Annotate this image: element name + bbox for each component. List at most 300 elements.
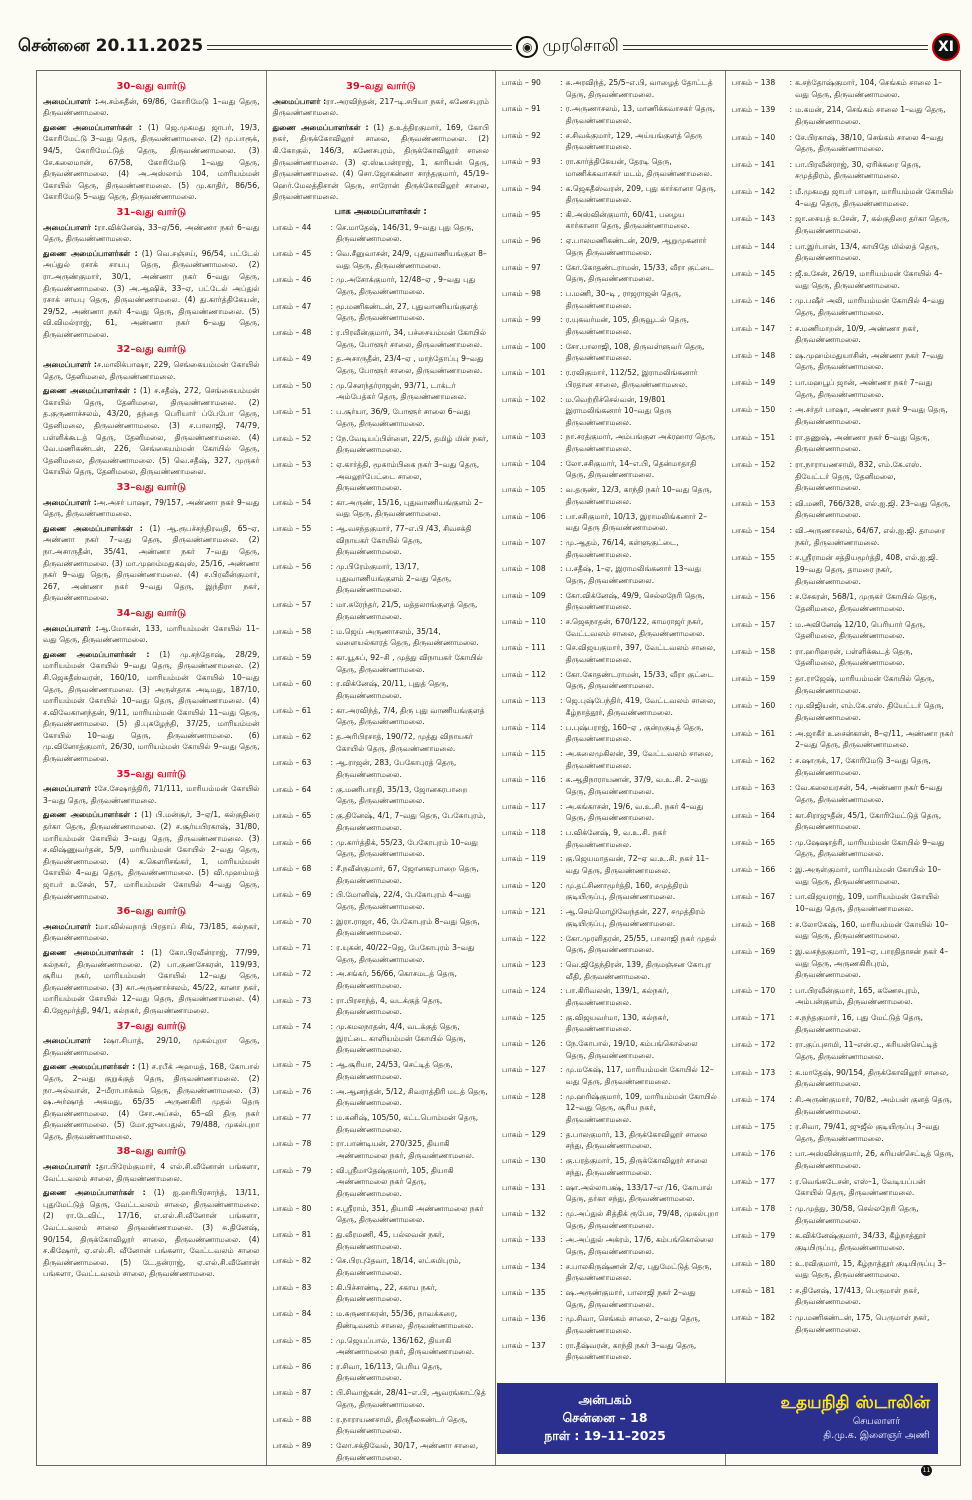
ward-amaippalar	[43, 497, 260, 520]
bagam-number: பாகம் – 49	[272, 354, 312, 364]
value: (1) ஐ.ஹரிபிரசாந்த், 13/11, புதுமேட்டுத் தெரு, வேட்டவலம் சாலை, திருவண்ணாமலை. (2) ரா.டேவிட், 17/16, எ.எல்.சி.வீனோன் பங்களா, வேட்டவலம் சாலை திருவண்ணாமலை. (3) சு.தினேஷ், 90/154, திருக்கோவிலூர் சாலை, திருவண்ணாமலை. (4) ச.கிஷோர், ஏ.எல்.சி. வீனோன் பங்களா, வேட்டவலம் சாலை திருவண்ணாமலை. (5) டே.தன்ராஜ், ஏ.எல்.சி.வீனோன் பங்களா, வேட்டவலம் சாலை, திருவண்ணாமலை.	[43, 1188, 260, 1279]
bagam-person: ஆ.வசந்தகுமார், 77–எ.பி /43, சிவசக்தி விநாயகர் கோயில் தெரு, திருவண்ணாமலை.	[336, 524, 472, 557]
bagam-entry	[273, 1021, 490, 1056]
bagam-number: பாகம் – 151	[731, 432, 776, 442]
separator: :	[789, 526, 793, 536]
separator: :	[330, 1388, 334, 1398]
bagam-entry	[502, 288, 719, 311]
bagam-number: பாகம் – 147	[731, 323, 776, 333]
bagam-entry	[273, 1229, 490, 1252]
bagam-number: பாகம் – 159	[731, 674, 776, 684]
bagam-entry	[732, 591, 954, 614]
bagam-entry	[273, 889, 490, 912]
bagam-number: பாகம் – 181	[731, 1285, 776, 1295]
separator: :	[789, 1040, 793, 1050]
bagam-number: பாகம் – 76	[272, 1086, 312, 1096]
bagam-entry	[502, 748, 719, 771]
separator: :	[330, 275, 334, 285]
ward-heading: 32–வது வார்டு	[116, 344, 187, 356]
bagam-entry	[732, 1285, 954, 1308]
bagam-entry	[732, 377, 954, 400]
label: அமைப்பாளர் :	[43, 360, 97, 370]
ward-section	[43, 906, 260, 1016]
bagam-entry	[502, 1038, 719, 1061]
bagam-person: ரா.ஹரிஹரன், பள்ளிக்கூடத் தெரு, தேனிமலை, திருவண்ணாமலை.	[795, 646, 913, 668]
bagam-number: பாகம் – 71	[272, 943, 312, 953]
ward-amaippalar	[43, 1035, 260, 1058]
value: அ.அசர் பாஷா, 79/157, அண்ணா நகர் 9–வது தெரு, திருவண்ணாமலை.	[43, 497, 260, 519]
separator: :	[560, 262, 563, 272]
separator: :	[560, 590, 563, 600]
bagam-number: பாகம் – 54	[272, 497, 312, 507]
separator: :	[560, 1314, 563, 1324]
bagam-number: பாகம் – 55	[272, 524, 312, 534]
bagam-person: கு.விஜயவர்மா, 130, கல்நகர், திருவண்ணாமலை.	[565, 1012, 669, 1034]
separator: :	[789, 187, 793, 197]
separator: :	[330, 626, 334, 636]
separator: :	[330, 1086, 334, 1096]
bagam-number: பாகம் – 113	[502, 696, 546, 706]
value: (1) மு.சந்தோஷ், 28/29, மாரியம்மன் கோயில் 9–வது தெரு, திருவண்ணாமலை. (2) சி.ஜெகதீஸ்வரன், 160/10, மாரியம்மன் கோயில் 10–வது தெரு, திருவண்ணாமலை. (3) அருள்தாக அடிமது, 187/10, மாரியம்மன் கோயில் 10–வது தெரு, திருவண்ணாமலை. (4) ச.விவேகானந்தன், 9/11, மாரியம்மன் கோயில் 11–வது தெரு, திருவண்ணாமலை. (5) தி.புகழேந்தி, 37/25, மாரியம்மன் கோயில் 10–வது தெரு, திருவண்ணாமலை. (6) மு.வினோத்குமார், 26/30, மாரியம்மன் கோயில் 9–வது தெரு, திருவண்ணாமலை.	[43, 649, 260, 764]
separator: :	[560, 537, 563, 547]
bagam-entry	[732, 1039, 954, 1062]
ward-thunai	[43, 1187, 260, 1280]
bagam-number: பாகம் – 179	[731, 1231, 776, 1241]
bagam-person: ரா.குப்புசாமி, 11–என்.ஏ., சுரியன்செட்டித் தெரு, திருவண்ணாமலை.	[795, 1040, 938, 1061]
bagam-entry	[732, 673, 954, 696]
label: துணை அமைப்பாளர்கள் :	[43, 248, 138, 258]
bagam-person: லோ.சசிகுமார், 14–எ.பி, தென்மாதாதி தெரு, திருவண்ணாமலை.	[565, 458, 697, 480]
bagam-entry	[273, 1165, 490, 1200]
bagam-entry	[732, 432, 954, 455]
separator: :	[560, 458, 563, 468]
bagam-person: தா.ராஜேஷ், மாரியம்மன் கோயில் தெரு, திருவண்ணாமலை.	[795, 674, 935, 695]
bagam-entry	[732, 1067, 954, 1090]
bagam-number: பாகம் – 131	[502, 1182, 546, 1192]
bagam-number: பாகம் – 61	[272, 705, 312, 715]
separator: :	[560, 78, 563, 87]
bagam-person: அ.அப்துல் அக்ரம், 17/6, கம்பங்கொல்லை தெரு, திருவண்ணாமலை.	[565, 1235, 714, 1256]
bagam-person: கி.பிச்சாண்டி, 22, சகாய நகர், திருவண்ணாமலை.	[336, 1282, 438, 1304]
bagam-number: பாகம் – 82	[272, 1256, 312, 1266]
bagam-number: பாகம் – 109	[502, 590, 546, 600]
label: அமைப்பாளர் :	[43, 784, 98, 794]
bagam-person: ச.சேகரன், 568/1, முருகர் கோயில் தெரு, தேனிமலை, திருவண்ணாமலை.	[795, 592, 937, 613]
bagam-number: பாகம் – 106	[502, 511, 546, 521]
bagam-number: பாகம் – 126	[502, 1039, 546, 1049]
separator: :	[789, 1067, 793, 1077]
bagam-entry	[732, 1176, 954, 1199]
bagam-number: பாகம் – 176	[731, 1149, 776, 1159]
bagam-entry	[273, 353, 490, 376]
bagam-entry	[502, 985, 719, 1008]
separator: :	[330, 1139, 334, 1149]
notice-place: அன்பகம்	[578, 1392, 632, 1407]
bagam-person: ஷ.முஹம்மதுயாசின், அண்ணா நகர் 7–வது தெரு, திருவண்ணாமலை.	[795, 350, 944, 372]
bagam-entry	[732, 985, 954, 1008]
bagam-number: பாகம் – 78	[272, 1139, 312, 1149]
bagam-number: பாகம் – 157	[731, 619, 776, 629]
ward-thunai	[43, 1061, 260, 1142]
bagam-person: வெ.ஜிதேந்திரன், 139, திருமஞ்சன கோபுர வீதி, திருவண்ணாமலை.	[565, 959, 712, 981]
separator: :	[330, 1022, 334, 1032]
separator: :	[560, 828, 563, 838]
bagam-person: ப.விக்னேஷ், 9, வ.உ.சி. நகர் திருவண்ணாமலை.	[565, 828, 667, 849]
ward-amaippalar	[43, 1161, 260, 1184]
bagam-person: நே.கோபால், 19/10, கம்பங்கொல்லை தெரு, திருவண்ணாமலை.	[565, 1039, 698, 1060]
bagam-entry	[273, 1361, 490, 1384]
bagam-entry	[273, 327, 490, 350]
bagam-entry	[273, 1086, 490, 1109]
bagam-entry	[273, 1059, 490, 1082]
bagam-number: பாகம் – 118	[502, 828, 546, 838]
bagam-entry	[502, 959, 719, 982]
bagam-person: கோ.கோதண்டராமன், 15/33, வீரா குட்டை தெரு, திருவண்ணாமலை.	[565, 262, 714, 284]
bagam-number: பாகம் – 95	[502, 209, 541, 219]
bagam-person: ச.சிவக்குமார், 129, அய்யங்குளத் தெரு திருவண்ணாமலை.	[565, 130, 703, 152]
bagam-number: பாகம் – 80	[272, 1203, 312, 1213]
bagam-number: பாகம் – 143	[731, 214, 776, 224]
bagam-number: பாகம் – 75	[272, 1060, 312, 1070]
value: அ.சம்சுதீன், 69/86, கோரிமேடு 1–வது தெரு, திருவண்ணாமலை.	[43, 96, 260, 118]
bagam-entry	[273, 810, 490, 833]
ward-heading: 38–வது வார்டு	[116, 1146, 187, 1158]
separator: :	[330, 890, 334, 900]
bagam-person: ரா.பாண்டியன், 270/325, தியாகி அண்ணாமலை நகர், திருவண்ணாமலை.	[336, 1139, 475, 1160]
separator: :	[789, 350, 793, 360]
separator: :	[560, 1156, 563, 1166]
bagam-person: ர.சிவா, 16/113, பெரிய தெரு, திருவண்ணாமலை.	[336, 1361, 443, 1383]
separator: :	[789, 132, 793, 142]
bagam-entry	[732, 646, 954, 669]
bagam-number: பாகம் – 140	[731, 132, 776, 142]
separator: :	[560, 564, 563, 574]
label: அமைப்பாளர் :	[43, 96, 98, 106]
bagam-person: வி.ஸ்ரீமாதேஷ்குமார், 105, தியாகி அண்ணாமலை நகர் தெரு, திருவண்ணாமலை.	[336, 1165, 454, 1198]
bagam-number: பாகம் – 53	[272, 459, 312, 469]
separator: :	[789, 1013, 793, 1023]
separator: :	[560, 1012, 563, 1022]
bagam-number: பாகம் – 172	[731, 1040, 776, 1050]
bagam-person: கா.அரவிந்த், 7/4, திரு புது வாணியங்குளத் தெரு, திருவண்ணாமலை.	[336, 705, 485, 727]
bagam-entry	[732, 810, 954, 833]
separator: :	[330, 354, 334, 364]
bagam-entry	[273, 1308, 490, 1331]
paper-name: முரசொலி	[542, 36, 619, 56]
bagam-person: அ.கலைமுகிலன், 39, வேட்டவலம் சாலை, திருவண்ணாமலை.	[565, 748, 714, 770]
bagam-person: ரா.நாராயணசாமி, 832, எம்.கே.எஸ். தியேட்டர் தெரு, தேனிமலை, திருவண்ணாமலை.	[795, 459, 922, 493]
ward-heading: 36–வது வார்டு	[116, 906, 187, 918]
bagam-entry	[732, 1258, 954, 1281]
separator: :	[560, 1065, 563, 1075]
value: ஷா.சிபாத், 29/10, முகல்புறா தெரு, திருவண்ணாமலை.	[43, 1036, 260, 1057]
bagam-number: பாகம் – 117	[502, 801, 546, 811]
bagam-person: ச.நந்தகுமார், 16, புது மேட்டுத் தெரு, திருவண்ணாமலை.	[795, 1013, 924, 1034]
separator: :	[330, 1112, 334, 1122]
bagam-entry	[502, 156, 719, 179]
bagam-person: உ.ரவிகுமார், 15, கீழ்நாத்தூர் குடியிருப்பு 3–வது தெரு, திருவண்ணாமலை.	[795, 1258, 947, 1280]
value: (1) ச.சதீஷ், 272, செங்கையம்மன் கோயில் தெரு, தேனிமலை, திருவண்ணாமலை. (2) த.குருணாச்சலம், 43/20, தந்தை பெரியார் ப்பேபோ தெரு, தேனிமலை, திருவண்ணாமலை. (3) ச.பாலாஜி, 74/79, பள்ளிக்கூடத் தெரு, தேனிமலை, திருவண்ணாமலை. (4) வே.மணிகண்டன், 226, செங்கையம்மன் கோயில் தெரு, தேனிமலை, திருவண்ணாமலை. (5) வெ.சதீஷ், 327, முருகர் கோயில் தெரு, தேனிமலை, திருவண்ணாமலை.	[43, 386, 260, 477]
bagam-entry	[273, 1255, 490, 1278]
separator: :	[789, 1258, 793, 1268]
ward-heading: 35–வது வார்டு	[116, 768, 187, 780]
bagam-entry	[502, 933, 719, 956]
separator: :	[789, 810, 793, 820]
bagam-entry	[502, 616, 719, 639]
bagam-person: இ.வசந்தகுமார், 191–ஏ, பாரதிதாசன் நகர் 4–வது தெரு, அருணகிரிபுரம், திருவண்ணாமலை.	[795, 946, 949, 980]
bagam-entry	[502, 511, 719, 534]
murasoli-logo-icon: ◉	[516, 36, 538, 58]
bagam-number: பாகம் – 91	[502, 104, 541, 114]
separator: :	[330, 1203, 334, 1213]
bagam-person: ம.வெற்றிச்செல்வன், 19/801 இராமலிங்கனார் 10–வது தெரு திருவண்ணாமலை.	[565, 394, 672, 427]
bagam-entry	[502, 183, 719, 206]
bagam-entry	[502, 130, 719, 153]
bagam-number: பாகம் – 50	[272, 380, 312, 390]
bagam-person: க.ஜெகதீஸ்வரன், 209, புது கார்கானா தெரு, திருவண்ணாமலை.	[565, 183, 717, 205]
bagam-entry	[273, 433, 490, 456]
bagam-number: பாகம் – 163	[731, 783, 776, 793]
bagam-number: பாகம் – 84	[272, 1309, 312, 1319]
bagam-number: பாகம் – 128	[502, 1091, 546, 1101]
separator: :	[789, 592, 793, 602]
bagam-entry	[732, 132, 954, 155]
bagam-person: பா.மஹபூப் ஜான், அண்ணா நகர் 7–வது தெரு, திருவண்ணாமலை.	[795, 378, 933, 399]
ward-thunai	[43, 809, 260, 902]
notice-org: தி.மு.க. இளைஞர் அணி	[823, 1430, 930, 1441]
bagam-person: இ.அருள்குமார், மாரியம்மன் கோயில் 10–வது தெரு, திருவண்ணாமலை.	[795, 865, 942, 886]
bagam-person: ஜீ.உசேன், 26/19, மாரியம்மன் கோயில் 4–வது தெரு, திருவண்ணாமலை.	[795, 268, 943, 290]
bagam-entry	[502, 1064, 719, 1087]
bagam-person: சோ.பாலாஜி, 108, திருவள்ளுவர் தெரு, திருவண்ணாமலை.	[565, 341, 705, 363]
separator: :	[560, 1288, 563, 1298]
bagam-entry	[732, 350, 954, 373]
bagam-person: ச.லோகேஷ், 160, மாரியம்மன் கோயில் 10–வது தெரு, திருவண்ணாமலை.	[795, 919, 949, 941]
bagam-number: பாகம் – 70	[272, 916, 312, 926]
separator: :	[789, 1122, 793, 1132]
bagam-person: ர.விக்னேஷ், 20/11, புதுத் தெரு, திருவண்ணாமலை.	[336, 679, 449, 700]
bagam-entry	[732, 946, 954, 981]
bagam-person: ர.பிரவீன்குமார், 34, பச்சையம்மன் கோயில் தெரு, போளூர் சாலை, திருவண்ணாமலை.	[336, 328, 487, 349]
bagam-number: பாகம் – 66	[272, 837, 312, 847]
bagam-entry	[502, 394, 719, 429]
separator: :	[789, 619, 793, 629]
bagam-number: பாகம் – 103	[502, 432, 546, 442]
bagam-number: பாகம் – 124	[502, 986, 546, 996]
bagam-person: சு.ஆதிநாராயணன், 37/9, வ.உ.சி. 2–வது தெரு, திருவண்ணாமலை.	[565, 775, 708, 796]
bagam-number: பாகம் – 162	[731, 755, 776, 765]
label: துணை அமைப்பாளர்கள் :	[272, 122, 369, 132]
separator: :	[560, 696, 563, 706]
ward-heading: 30–வது வார்டு	[116, 81, 187, 92]
bagam-number: பாகம் – 161	[731, 728, 776, 738]
separator: :	[560, 617, 563, 627]
bagam-number: பாகம் – 154	[731, 526, 776, 536]
bagam-number: பாகம் – 108	[502, 564, 546, 574]
bagam-number: பாகம் – 123	[502, 959, 546, 969]
ward-section	[43, 81, 260, 203]
separator: :	[330, 732, 334, 742]
bagam-number: பாகம் – 90	[502, 78, 541, 87]
bagam-number: பாகம் – 64	[272, 784, 312, 794]
bagam-person: ஜெ.புஷ்பேந்திர், 419, வேட்டவலம் சாலை, கீழ்நாத்தூர், திருவண்ணாமலை.	[565, 696, 716, 717]
bagam-number: பாகம் – 125	[502, 1012, 546, 1022]
bagam-person: சீ.நவீன்குமார், 67, ஜோனகரபாறை தெரு, திருவண்ணாமலை.	[336, 863, 479, 885]
bagam-entry	[732, 241, 954, 264]
bagam-number: பாகம் – 155	[731, 553, 776, 563]
label: துணை அமைப்பாளர்கள் :	[43, 810, 138, 820]
ward-section	[43, 1021, 260, 1143]
separator: :	[560, 1129, 563, 1139]
value: (1) ஜெ.முகமது ஜாபர், 19/3, கோரிமேட்டு 3–வது தெரு, திருவண்ணாமலை. (2) மு.பாரூக், 94/5, கோரிமேட்டுத் தெரு, திருவண்ணாமலை. (3) சே.கலைமான், 67/58, கோரிமேடு 1–வது தெரு, திருவண்ணாமலை. (4) அ.அஸ்லாம் 104, மாரியம்மன் கோயில் தெரு, திருவண்ணாமலை. (5) மு.காதிர், 86/56, கோரிமேடு 5–வது தெரு, திருவண்ணாமலை.	[43, 122, 260, 202]
separator: :	[330, 916, 334, 926]
bagam-entry	[273, 497, 490, 520]
bagam-entry	[502, 1234, 719, 1257]
bagam-number: பாகம் – 170	[731, 985, 776, 995]
ward-39	[273, 81, 490, 203]
bagam-number: பாகம் – 81	[272, 1230, 312, 1239]
separator: :	[560, 1091, 563, 1101]
bagam-number: பாகம் – 68	[272, 863, 312, 873]
separator: :	[330, 758, 334, 768]
notice-name: உதயநிதி ஸ்டாலின்	[780, 1393, 930, 1413]
separator: :	[330, 811, 334, 821]
bagam-number: பாகம் – 141	[731, 159, 776, 169]
separator: :	[560, 511, 563, 521]
bagam-person: மு.ஆதம், 76/14, கள்ளுகுட்டை, திருவண்ணாமலை.	[565, 537, 679, 559]
separator: :	[560, 432, 563, 442]
bagam-person: மு.ஹரிஷ்குமார், 109, மாரியம்மன் கோயில் 12–வது தெரு, சூரிய நகர், திருவண்ணாமலை.	[565, 1091, 717, 1125]
bagam-entry	[732, 700, 954, 723]
bagam-number: பாகம் – 146	[731, 296, 776, 306]
bagam-person: மு.விஜியன், எம்.கே.எஸ். தியேட்டர் தெரு, திருவண்ணாமலை.	[795, 701, 944, 722]
bagam-entry	[273, 678, 490, 701]
separator: :	[330, 1335, 334, 1345]
separator: :	[330, 600, 334, 610]
separator: :	[789, 498, 793, 508]
bagam-number: பாகம் – 165	[731, 837, 776, 847]
label: துணை அமைப்பாளர்கள் :	[43, 1188, 146, 1198]
bagam-number: பாகம் – 175	[731, 1122, 776, 1132]
bagam-entry	[732, 837, 954, 860]
bagam-person: த.அரிபிரசாத், 190/72, முத்து விநாயகர் கோயில் தெரு, திருவண்ணாமலை.	[336, 732, 473, 753]
value: (1) ஆ.ரூபச்சந்திரவதி, 65–ஏ, அண்ணா நகர் 7–வது தெரு, திருவண்ணாமலை. (2) நா.அசாருதீன், 35/41, அண்ணா நகர் 7–வது தெரு, திருவண்ணாமலை. (3) மா.முஹம்மதுகவுஸ், 25/16, அண்ணா நகர் 9–வது தெரு, திருவண்ணாமலை. (4) ச.பிரவீன்குமார், 267, அண்ணா நகர் 9–வது தெரு, இந்திரா நகர், திருவண்ணாமலை.	[43, 523, 260, 603]
bagam-number: பாகம் – 101	[502, 368, 546, 378]
bagam-number: பாகம் – 46	[272, 275, 312, 285]
separator: :	[789, 1285, 793, 1295]
separator: :	[560, 1340, 563, 1350]
bagam-person: ஆ.சூரியா, 24/53, செட்டித் தெரு, திருவண்ணாமலை.	[336, 1060, 453, 1081]
bagam-number: பாகம் – 102	[502, 394, 546, 404]
separator: :	[330, 1282, 334, 1292]
bagam-number: பாகம் – 137	[502, 1340, 546, 1350]
bagam-entry	[732, 404, 954, 427]
bagam-person: ச.தினேஷ், 17/413, பெருமாள் நகர், திருவண்ணாமலை.	[795, 1285, 920, 1307]
bagam-person: பா.சசிகுமார், 10/13, இராமலிங்கனார் 2–வது தெரு திருவண்ணாமலை.	[565, 511, 708, 533]
bagam-number: பாகம் – 85	[272, 1335, 312, 1345]
bagam-number: பாகம் – 116	[502, 775, 546, 785]
separator: :	[789, 214, 793, 224]
bagam-number: பாகம் – 114	[502, 722, 546, 732]
bagam-entry	[502, 1313, 719, 1336]
issuer-notice	[497, 1383, 938, 1454]
bagam-entry	[502, 1261, 719, 1284]
bagam-entry	[732, 323, 954, 346]
bagam-person: வெ.சீனுவாசன், 24/9, புதுவாணியங்குள 8–வது தெரு, திருவண்ணாமலை.	[336, 248, 487, 270]
separator: :	[789, 1204, 793, 1214]
bagam-person: ம.கனிஷ், 105/50, கட்டபொம்மன் தெரு, திருவண்ணாமலை.	[336, 1112, 479, 1134]
bagam-entry	[502, 537, 719, 560]
bagam-number: பாகம் – 77	[272, 1112, 312, 1122]
bagam-number: பாகம் – 45	[272, 248, 312, 258]
bagam-person: த.அசாருதீன், 23/4–ஏ , மாந்தோப்பு 9–வது தெரு, போளூர் சாலை, திருவண்ணாமலை.	[336, 354, 484, 375]
separator: :	[789, 946, 793, 956]
bagam-person: கி.அஸ்வின்குமார், 60/41, பழைய கார்கானா தெரு, திருவண்ணாமலை.	[565, 209, 690, 231]
bagam-entry	[732, 1312, 954, 1335]
bagam-number: பாகம் – 173	[731, 1067, 776, 1077]
separator: :	[560, 1235, 563, 1245]
bagam-entry	[732, 104, 954, 127]
ward-thunai	[43, 122, 260, 203]
bagam-person: ச.ஜெகநாதன், 670/122, காமராஜர் நகர், வேட்டவலம் சாலை, திருவண்ணாமலை.	[565, 617, 705, 638]
bagam-entry	[732, 1203, 954, 1226]
bagam-number: பாகம் – 100	[502, 341, 546, 351]
bagam-person: மு.பிரேம்குமார், 13/17, புதுவாணியங்குளம் 2–வது தெரு, திருவண்ணாமலை.	[336, 562, 452, 595]
separator: :	[330, 1441, 334, 1450]
ward-section	[43, 1146, 260, 1280]
ward-amaippalar	[273, 96, 490, 119]
bagam-entry	[273, 459, 490, 494]
bagam-entry	[732, 619, 954, 642]
separator: :	[789, 378, 793, 388]
bagam-entry	[732, 1012, 954, 1035]
bagam-entry	[273, 1138, 490, 1161]
bagam-list	[496, 71, 726, 1465]
bagam-person: ச.ஸ்ரீராமன் சத்தியமூர்த்தி, 408, எல்.ஐ.ஜி. 19–வது தெரு, தாமரை நகர், திருவண்ணாமலை.	[795, 553, 939, 586]
bagam-person: வ.தருண், 12/3, காந்தி நகர் 10–வது தெரு, திருவண்ணாமலை.	[565, 485, 713, 506]
label: அமைப்பாளர் :	[43, 222, 98, 232]
separator: :	[560, 1039, 563, 1049]
bagam-person: மு.மகேஷ், 117, மாரியம்மன் கோயில் 12–வது தெரு, திருவண்ணாமலை.	[565, 1065, 714, 1087]
bagam-person: கோ.முரளிதரன், 25/55, பாலாஜி நகர் முதல் தெரு, திருவண்ணாமலை.	[565, 933, 717, 955]
bagam-number: பாகம் – 105	[502, 485, 546, 495]
separator: :	[330, 784, 334, 794]
separator: :	[560, 643, 563, 653]
bagam-person: கு.ஜெயமாதவன், 72–ஏ வ.உ.சி. நகர் 11–வது தெரு, திருவண்ணாமலை.	[565, 854, 710, 876]
bagam-number: பாகம் – 44	[272, 222, 312, 232]
separator: :	[560, 368, 563, 378]
bagam-person: ஜா.சையத் உசேன், 7, கல்குதிரை தர்கா தெரு, திருவண்ணாமலை.	[795, 214, 950, 235]
bagam-person: ம.கமன், 214, செங்கம் சாலை 1–வது தெரு, திருவண்ணாமலை.	[795, 105, 946, 126]
bagam-person: சு.மாதேஷ், 90/154, திருக்கோவிலூர் சாலை, திருவண்ணாமலை.	[795, 1067, 949, 1089]
bagam-entry	[502, 209, 719, 232]
ward-amaippalar	[43, 359, 260, 382]
separator: :	[560, 801, 563, 811]
separator: :	[789, 728, 793, 738]
bagam-person: மு.ஜெயப்பால், 136/162, தியாகி அண்ணாமலை நகர், திருவண்ணாமலை.	[336, 1335, 475, 1357]
bagam-person: அ.சங்கர், 56/66, கொசமடத் தெரு, திருவண்ணாமலை.	[336, 969, 457, 991]
bagam-number: பாகம் – 180	[731, 1258, 776, 1268]
bagam-entry	[273, 705, 490, 728]
content-frame	[36, 70, 961, 1466]
bagam-number: பாகம் – 122	[502, 933, 546, 943]
bagam-entry	[732, 77, 954, 100]
bagam-number: பாகம் – 98	[502, 289, 541, 298]
bagam-entry	[502, 1182, 719, 1205]
value: சே.சேஷாத்திரி, 71/111, மாரியம்மன் கோயில் 3–வது தெரு, திருவண்ணாமலை.	[43, 784, 260, 805]
bagam-entry	[273, 995, 490, 1018]
bagam-number: பாகம் – 169	[731, 946, 776, 956]
